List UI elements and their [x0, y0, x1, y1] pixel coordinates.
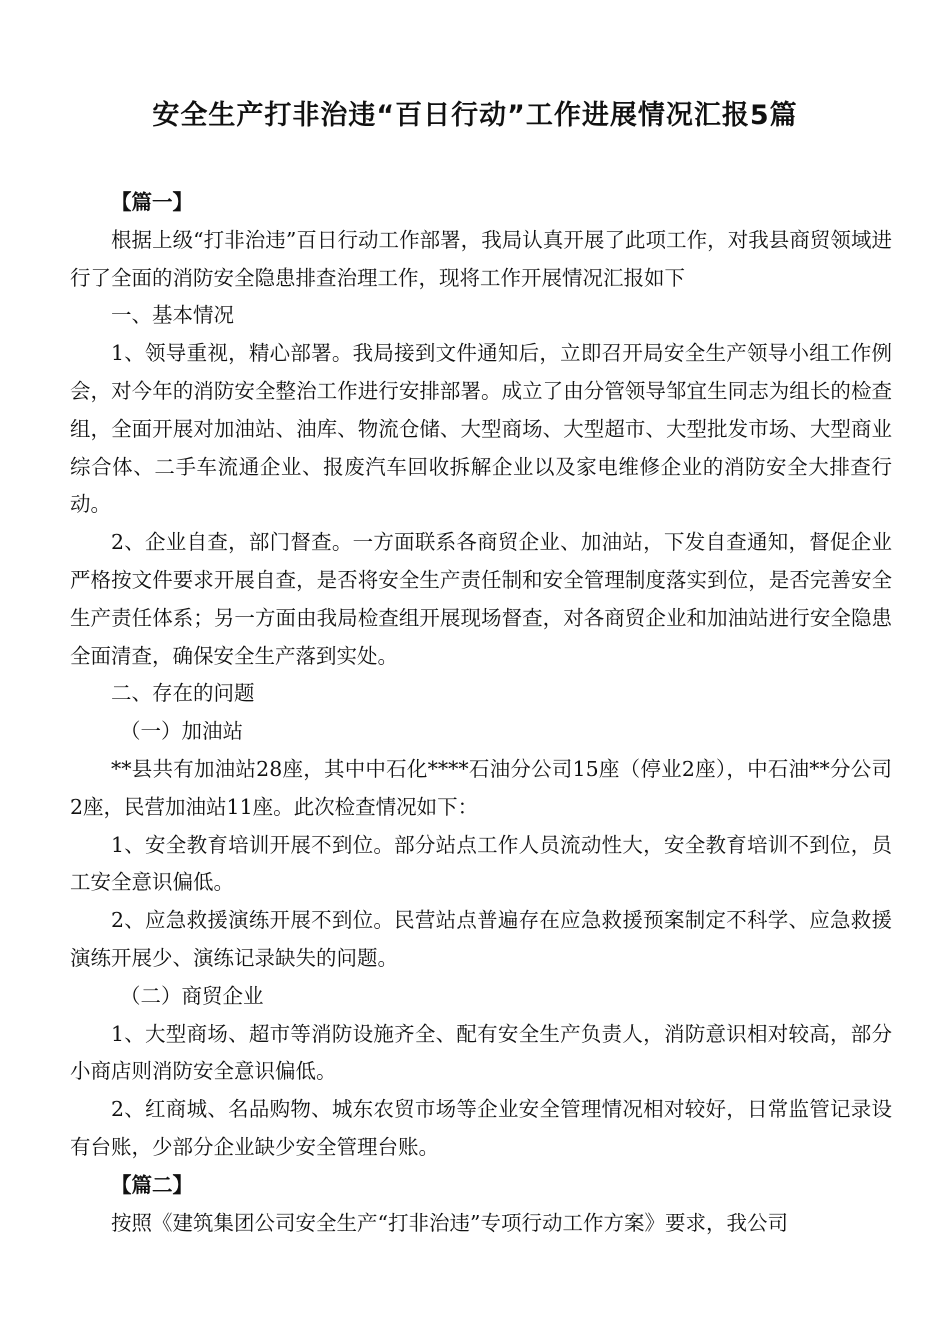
- paragraph-section2-intro: 按照《建筑集团公司安全生产“打非治违”专项行动工作方案》要求，我公司: [111, 1210, 788, 1235]
- paragraph-markets: 2、红商城、名品购物、城东农贸市场等企业安全管理情况相对较好，日常监管记录设有台账，少部分企业缺少安全管理台账。: [70, 1097, 892, 1159]
- subheading-commerce: （二）商贸企业: [120, 983, 264, 1008]
- section-marker-1: 【篇一】: [111, 190, 193, 214]
- paragraph-self-inspection: 2、企业自查，部门督查。一方面联系各商贸企业、加油站，下发自查通知，督促企业严格按文件要求开展自查，是否将安全生产责任制和安全管理制度落实到位，是否完善安全生产责任体系；另一方面由我局检查组开展现场督查，对各商贸企业和加油站进行安全隐患全面清查，确保安全生产落到实处。: [70, 530, 892, 668]
- paragraph-gas-station-count: **县共有加油站28座，其中中石化****石油分公司15座（停业2座），中石油**分公司2座，民营加油站11座。此次检查情况如下：: [70, 756, 892, 819]
- paragraph-drill-issue: 2、应急救援演练开展不到位。民营站点普遍存在应急救援预案制定不科学、应急救援演练开展少、演练记录缺失的问题。: [70, 908, 892, 970]
- section-marker-2: 【篇二】: [111, 1172, 193, 1197]
- document-body: [70, 184, 892, 1242]
- document-title: 安全生产打非治违“百日行动”工作进展情况汇报5篇: [152, 100, 798, 131]
- heading-basic-situation: 一、基本情况: [111, 303, 234, 328]
- paragraph-malls: 1、大型商场、超市等消防设施齐全、配有安全生产负责人，消防意识相对较高，部分小商店则消防安全意识偏低。: [70, 1021, 892, 1084]
- heading-problems: 二、存在的问题: [111, 681, 255, 706]
- paragraph-intro: 根据上级“打非治违”百日行动工作部署，我局认真开展了此项工作，对我县商贸领域进行了全面的消防安全隐患排查治理工作，现将工作开展情况汇报如下: [70, 227, 892, 290]
- subheading-gas-stations: （一）加油站: [120, 719, 243, 744]
- paragraph-training-issue: 1、安全教育培训开展不到位。部分站点工作人员流动性大，安全教育培训不到位，员工安全意识偏低。: [70, 832, 892, 895]
- paragraph-leadership: 1、领导重视，精心部署。我局接到文件通知后，立即召开局安全生产领导小组工作例会，对今年的消防安全整治工作进行安排部署。成立了由分管领导邹宜生同志为组长的检查组，全面开展对加油站、油库、物流仓储、大型商场、大型超市、大型批发市场、大型商业综合体、二手车流通企业、报废汽车回收拆解企业以及家电维修企业的消防安全大排查行动。: [70, 341, 892, 517]
